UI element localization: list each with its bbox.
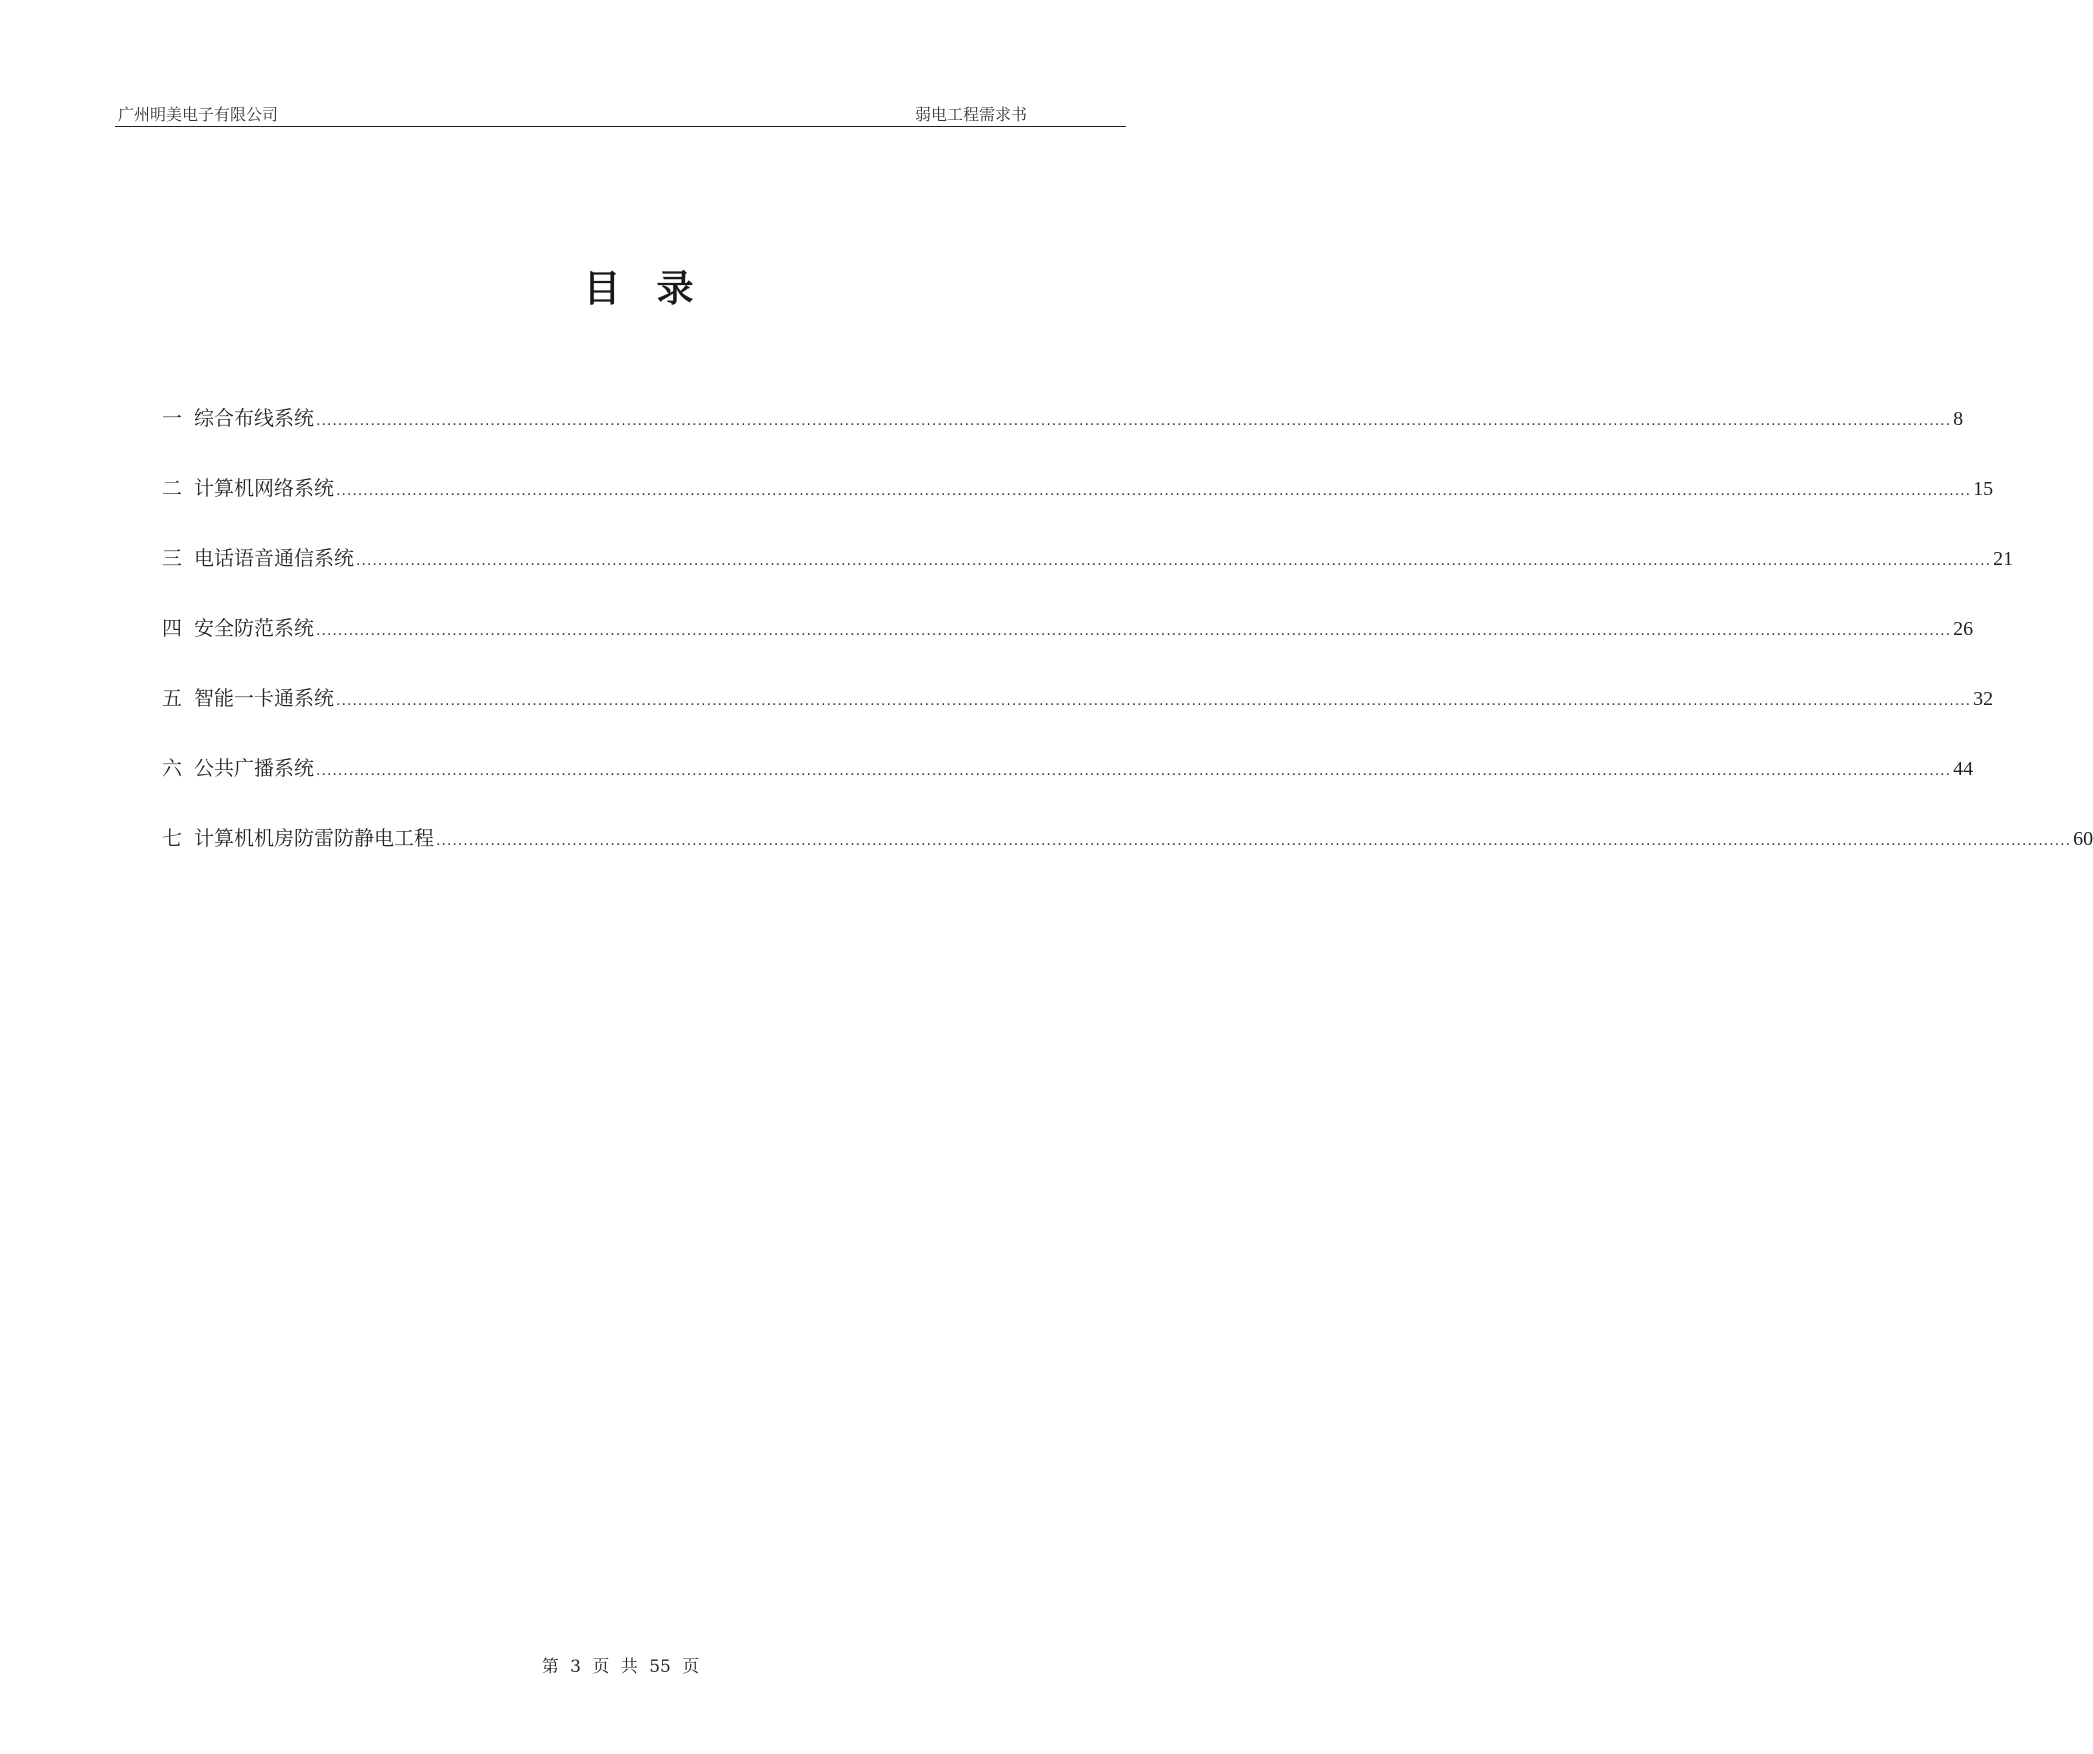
toc-entry-page: 26 — [1953, 618, 1974, 640]
toc-entry-page: 32 — [1973, 688, 1994, 710]
page-footer: 第 3 页 共 55 页 — [541, 1657, 700, 1677]
company-name: 广州明美电子有限公司 — [118, 105, 279, 124]
toc-dot-leader: ............................................................................................................................................................................................................................................................................................................ — [336, 483, 1972, 499]
toc-entry[interactable] — [162, 612, 1974, 682]
toc-entry[interactable] — [162, 752, 1974, 822]
toc-entry-page: 15 — [1973, 478, 1994, 500]
toc-dot-leader: ............................................................................................................................................................................................................................................................................................................ — [356, 553, 1992, 569]
document-title: 弱电工程需求书 — [915, 105, 1028, 124]
toc-entry[interactable] — [162, 542, 2014, 612]
toc-dot-leader: ............................................................................................................................................................................................................................................................................................................ — [436, 833, 2072, 849]
toc-entry-page: 44 — [1953, 758, 1974, 780]
table-of-contents — [162, 402, 2093, 892]
toc-entry[interactable] — [162, 402, 1964, 472]
toc-entry-number: 五 — [162, 686, 182, 710]
toc-dot-leader: ............................................................................................................................................................................................................................................................................................................ — [336, 693, 1972, 709]
toc-entry-number: 二 — [162, 476, 182, 500]
page-header — [115, 96, 1126, 127]
toc-entry-label: 综合布线系统 — [194, 406, 314, 430]
toc-title: 目录 — [583, 267, 730, 310]
toc-entry-number: 三 — [162, 546, 182, 570]
toc-dot-leader: ............................................................................................................................................................................................................................................................................................................ — [316, 623, 1952, 639]
toc-dot-leader: ............................................................................................................................................................................................................................................................................................................ — [316, 413, 1952, 429]
toc-entry-label: 计算机网络系统 — [194, 476, 334, 500]
toc-dot-leader: ............................................................................................................................................................................................................................................................................................................ — [316, 763, 1952, 779]
toc-entry-number: 一 — [162, 406, 182, 430]
toc-entry-page: 8 — [1953, 408, 1964, 430]
toc-entry[interactable] — [162, 822, 2093, 892]
toc-entry[interactable] — [162, 682, 1994, 752]
toc-entry-page: 60 — [2073, 828, 2093, 850]
toc-entry-label: 安全防范系统 — [194, 616, 314, 640]
toc-entry-label: 公共广播系统 — [194, 756, 314, 780]
toc-entry-number: 四 — [162, 616, 182, 640]
toc-entry-page: 21 — [1993, 548, 2014, 570]
toc-entry-number: 七 — [162, 826, 182, 850]
toc-entry-label: 计算机机房防雷防静电工程 — [194, 826, 434, 850]
toc-entry-label: 智能一卡通系统 — [194, 686, 334, 710]
toc-entry-label: 电话语音通信系统 — [194, 546, 354, 570]
toc-entry-number: 六 — [162, 756, 182, 780]
toc-entry[interactable] — [162, 472, 1994, 542]
